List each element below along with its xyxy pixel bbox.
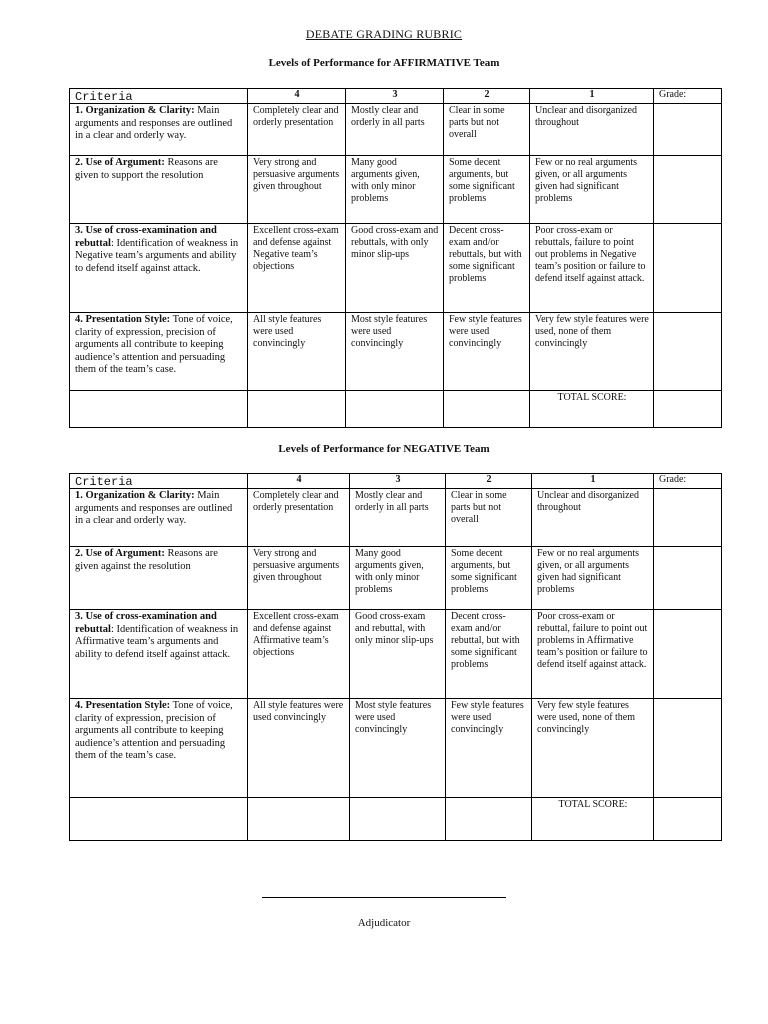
criteria-description: Main arguments and responses are outlined in a clear and orderly way. [75,105,233,141]
level-2-cell: Clear in some parts but not overall [444,104,530,156]
level-4-header: 4 [248,89,346,104]
level-1-cell: Poor cross-exam or rebuttal, failure to point out problems in Affirmative team’s position or failure to defend itself against attack. [532,610,654,699]
level-1-cell: Few or no real arguments given, or all arguments given had significant problems [530,156,654,224]
level-3-header: 3 [350,474,446,489]
table-header-row [70,89,722,104]
level-2-header: 2 [446,474,532,489]
criteria-description: : Identification of weakness in Negative team’s arguments and ability to defend itself against attack. [75,237,239,274]
grade-cell[interactable] [654,610,722,699]
level-1-cell: Few or no real arguments given, or all arguments given had significant problems [532,547,654,610]
total-grade-cell[interactable] [654,798,722,841]
level-3-cell: Most style features were used convincingly [350,699,446,798]
level-4-cell: All style features were used convincingly [248,699,350,798]
negative-section-heading: Levels of Performance for NEGATIVE Team [278,443,490,455]
level-4-cell: Excellent cross-exam and defense against Affirmative team’s objections [248,610,350,699]
level-3-header: 3 [346,89,444,104]
level-3-cell: Good cross-exam and rebuttals, with only minor slip-ups [346,224,444,313]
affirmative-section-heading: Levels of Performance for AFFIRMATIVE Team [268,57,500,69]
level-4-cell: Very strong and persuasive arguments given throughout [248,156,346,224]
criteria-header: Criteria [70,474,248,489]
document-title: DEBATE GRADING RUBRIC [305,27,463,41]
criteria-cell [70,489,248,547]
table-row [70,104,722,156]
table-row [70,489,722,547]
grade-cell[interactable] [654,224,722,313]
total-grade-cell[interactable] [654,391,722,428]
grade-header: Grade: [654,89,722,104]
criteria-cell [70,224,248,313]
blank-cell [350,798,446,841]
level-3-cell: Good cross-exam and rebuttal, with only minor slip-ups [350,610,446,699]
criteria-description: Reasons are given against the resolution [75,548,218,572]
level-3-cell: Many good arguments given, with only minor problems [350,547,446,610]
signature-line[interactable] [262,897,506,898]
level-1-cell: Very few style features were used, none of them convincingly [532,699,654,798]
grade-header: Grade: [654,474,722,489]
table-row [70,313,722,391]
table-row [70,156,722,224]
criteria-cell [70,610,248,699]
criteria-description: Reasons are given to support the resolution [75,157,218,181]
level-1-cell: Unclear and disorganized throughout [530,104,654,156]
criteria-title: 2. Use of Argument: [75,157,165,168]
grade-cell[interactable] [654,313,722,391]
table-row [70,547,722,610]
level-2-cell: Decent cross-exam and/or rebuttals, but with some significant problems [444,224,530,313]
criteria-title: 4. Presentation Style: [75,314,171,325]
level-1-header: 1 [532,474,654,489]
criteria-cell [70,313,248,391]
affirmative-rubric-table [69,88,722,428]
total-row [70,798,722,841]
adjudicator-label: Adjudicator [357,917,411,929]
level-2-cell: Few style features were used convincingly [444,313,530,391]
level-4-header: 4 [248,474,350,489]
level-2-cell: Few style features were used convincingly [446,699,532,798]
level-2-cell: Some decent arguments, but some significant problems [446,547,532,610]
criteria-cell [70,104,248,156]
criteria-title: 1. Organization & Clarity: [75,490,195,501]
level-3-cell: Many good arguments given, with only minor problems [346,156,444,224]
total-score-label: TOTAL SCORE: [557,392,627,403]
level-4-cell: Very strong and persuasive arguments given throughout [248,547,350,610]
level-1-header: 1 [530,89,654,104]
grade-cell[interactable] [654,156,722,224]
level-3-cell: Most style features were used convincingly [346,313,444,391]
total-score-cell [532,798,654,841]
level-4-cell: Completely clear and orderly presentation [248,104,346,156]
total-row [70,391,722,428]
criteria-description: Tone of voice, clarity of expression, precision of arguments all contribute to keeping audience’s attention and persuading them of the team’s case. [75,700,233,761]
criteria-title: 1. Organization & Clarity: [75,105,195,116]
level-2-header: 2 [444,89,530,104]
blank-cell [70,798,248,841]
blank-cell [248,798,350,841]
level-3-cell: Mostly clear and orderly in all parts [346,104,444,156]
blank-cell [70,391,248,428]
grade-cell[interactable] [654,104,722,156]
table-row [70,699,722,798]
blank-cell [346,391,444,428]
level-1-cell: Poor cross-exam or rebuttals, failure to point out problems in Negative team’s position or failure to defend itself against attack. [530,224,654,313]
negative-rubric-table [69,473,722,841]
total-score-cell [530,391,654,428]
table-row [70,224,722,313]
criteria-header: Criteria [70,89,248,104]
blank-cell [444,391,530,428]
level-4-cell: Excellent cross-exam and defense against Negative team’s objections [248,224,346,313]
level-2-cell: Some decent arguments, but some significant problems [444,156,530,224]
level-1-cell: Unclear and disorganized throughout [532,489,654,547]
criteria-cell [70,547,248,610]
criteria-title: 4. Presentation Style: [75,700,171,711]
table-row [70,610,722,699]
blank-cell [248,391,346,428]
total-score-label: TOTAL SCORE: [558,799,628,810]
criteria-title: 3. Use of cross-examination and rebuttal [75,225,217,249]
grade-cell[interactable] [654,489,722,547]
criteria-cell [70,699,248,798]
level-4-cell: All style features were used convincingly [248,313,346,391]
blank-cell [446,798,532,841]
criteria-title: 2. Use of Argument: [75,548,165,559]
grade-cell[interactable] [654,699,722,798]
level-1-cell: Very few style features were used, none of them convincingly [530,313,654,391]
criteria-title: 3. Use of cross-examination and rebuttal [75,611,217,635]
table-header-row [70,474,722,489]
criteria-description: : Identification of weakness in Affirmative team’s arguments and ability to defend itself against attack. [75,623,239,660]
criteria-cell [70,156,248,224]
grade-cell[interactable] [654,547,722,610]
level-2-cell: Clear in some parts but not overall [446,489,532,547]
level-3-cell: Mostly clear and orderly in all parts [350,489,446,547]
criteria-description: Main arguments and responses are outlined in a clear and orderly way. [75,490,233,526]
level-2-cell: Decent cross-exam and/or rebuttal, but with some significant problems [446,610,532,699]
criteria-description: Tone of voice, clarity of expression, precision of arguments all contribute to keeping audience’s attention and persuading them of the team’s case. [75,314,233,375]
level-4-cell: Completely clear and orderly presentation [248,489,350,547]
